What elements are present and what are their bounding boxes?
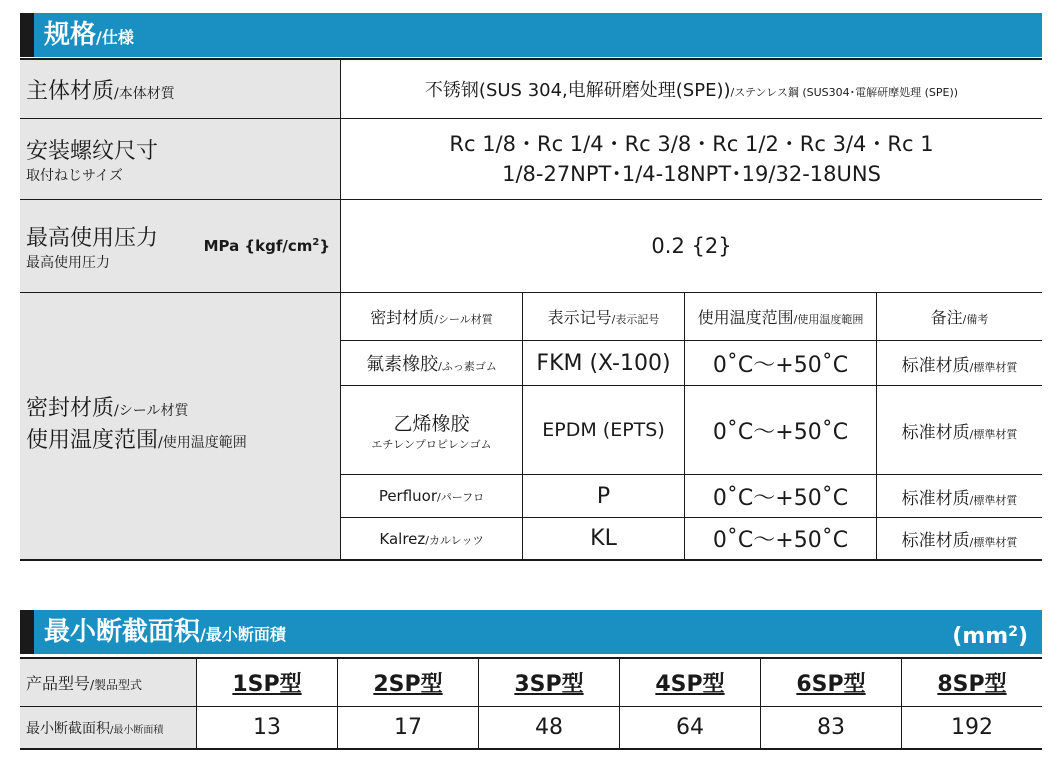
area-row-label: 最小断截面积/最小断面積 xyxy=(26,720,164,737)
spec-title: 规格/仕様 xyxy=(44,20,134,50)
area-value-8sp: 192 xyxy=(951,715,993,740)
max-pressure-value: 0.2 {2} xyxy=(651,234,732,258)
divider xyxy=(20,559,1042,561)
model-2sp: 2SP型 xyxy=(373,672,443,697)
seal-row-code: FKM (X-100) xyxy=(536,350,671,376)
body-material-value: 不锈钢(SUS 304,电解研磨处理(SPE))/ステンレス鋼 (SUS304･電解研摩処理 (SPE)) xyxy=(424,80,959,101)
seal-row-material: 乙烯橡胶 エチレンプロピレンゴム xyxy=(371,412,492,451)
area-title-bar xyxy=(20,610,1042,654)
area-unit: $(mm^2)$ xyxy=(952,624,1028,649)
seal-row-temp: 0˚C～+50˚C xyxy=(712,352,849,378)
area-value-2sp: 17 xyxy=(394,715,422,740)
area-value-6sp: 83 xyxy=(817,715,845,740)
seal-row-note: 标准材质/標準材質 xyxy=(901,355,1018,376)
thread-size-value: Rc 1/8・Rc 1/4・Rc 3/8・Rc 1/2・Rc 3/4・Rc 1 1/8-27NPT･1/4-18NPT･19/32-18UNS xyxy=(449,132,934,186)
seal-row-code: P xyxy=(596,483,611,509)
model-6sp: 6SP型 xyxy=(796,672,866,697)
seal-row-note: 标准材质/標準材質 xyxy=(901,531,1018,551)
seal-row-material: 氟素橡胶/ふっ素ゴム xyxy=(366,354,497,375)
seal-row-temp: 0˚C～+50˚C xyxy=(712,485,849,511)
model-3sp: 3SP型 xyxy=(514,672,584,697)
model-4sp: 4SP型 xyxy=(655,672,725,697)
seal-row-note: 标准材质/標準材質 xyxy=(901,422,1018,443)
area-value-1sp: 13 xyxy=(253,715,281,740)
seal-header-code: 表示记号/表示記号 xyxy=(547,308,660,327)
spec-title-bar xyxy=(20,13,1042,57)
thread-size-label: 安装螺纹尺寸 取付ねじサイズ xyxy=(26,138,159,184)
area-title: 最小断截面积/最小断面積 xyxy=(44,617,286,647)
title-marker xyxy=(20,610,34,654)
seal-row-temp: 0˚C～+50˚C xyxy=(712,528,849,553)
seal-material-label: 密封材质/シール材質 使用温度范围/使用温度範囲 xyxy=(26,396,247,453)
seal-row-note: 标准材质/標準材質 xyxy=(901,488,1018,509)
seal-header-material: 密封材质/シール材質 xyxy=(370,308,493,327)
seal-row-material: Perfluor/パーフロ xyxy=(378,487,485,505)
area-value-4sp: 64 xyxy=(676,715,704,740)
seal-row-temp: 0˚C～+50˚C xyxy=(712,419,849,445)
model-header-label: 产品型号/製品型式 xyxy=(26,674,143,693)
pressure-unit: MPa $\{kgf/cm^2\}$ xyxy=(203,237,330,255)
seal-header-temp: 使用温度范围/使用温度範囲 xyxy=(697,308,864,327)
body-material-label: 主体材质/本体材質 xyxy=(26,78,175,104)
seal-row-code: KL xyxy=(590,526,617,551)
seal-row-material: Kalrez/カルレッツ xyxy=(379,529,484,548)
model-8sp: 8SP型 xyxy=(937,672,1007,697)
seal-row-code: EPDM (EPTS) xyxy=(542,419,665,441)
divider xyxy=(20,748,1042,750)
max-pressure-label: 最高使用压力 最高使用圧力 MPa $\{kgf/cm^2\}$ xyxy=(26,225,330,271)
area-value-3sp: 48 xyxy=(535,715,563,740)
seal-header-note: 备注/備考 xyxy=(930,308,989,327)
title-marker xyxy=(20,13,34,57)
model-1sp: 1SP型 xyxy=(232,672,302,697)
